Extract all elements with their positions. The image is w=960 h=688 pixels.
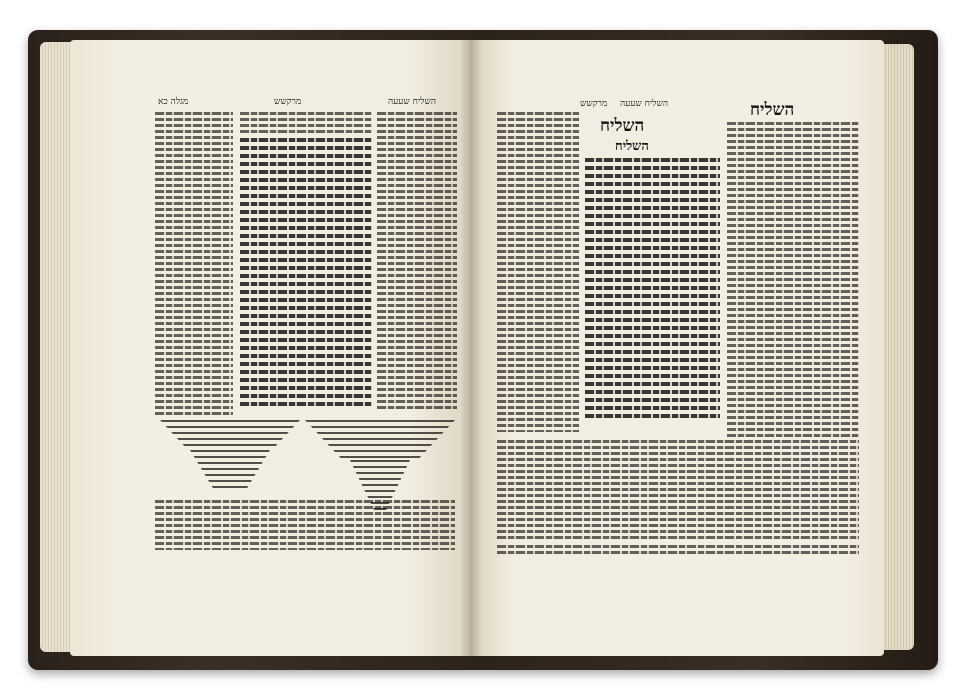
- left-header-center: מרקשש: [274, 97, 302, 107]
- right-header-center: השליח שעעה: [620, 99, 669, 109]
- right-heading-outer: השליח: [750, 100, 795, 120]
- left-header-inner: השליח שעעה: [388, 97, 437, 107]
- right-heading-column: השליח: [615, 139, 649, 154]
- right-header-inner: מרקשש: [580, 99, 608, 109]
- right-lower-commentary: [497, 440, 859, 540]
- gutter-shadow: [460, 40, 482, 656]
- page-edges-right: [880, 44, 914, 650]
- right-heading-main: השליח: [600, 116, 645, 136]
- left-top-gloss: [240, 112, 372, 134]
- left-commentary-inner: [377, 112, 457, 412]
- right-footnote-line: [497, 545, 859, 557]
- left-header-outer: מגלה כא: [158, 97, 189, 107]
- right-commentary-inner: [497, 112, 579, 432]
- right-commentary-outer: [727, 122, 859, 440]
- right-main-text: [585, 158, 720, 420]
- left-commentary-outer: [155, 112, 233, 417]
- left-main-text: [240, 138, 372, 406]
- left-bottom-notes: [155, 500, 455, 550]
